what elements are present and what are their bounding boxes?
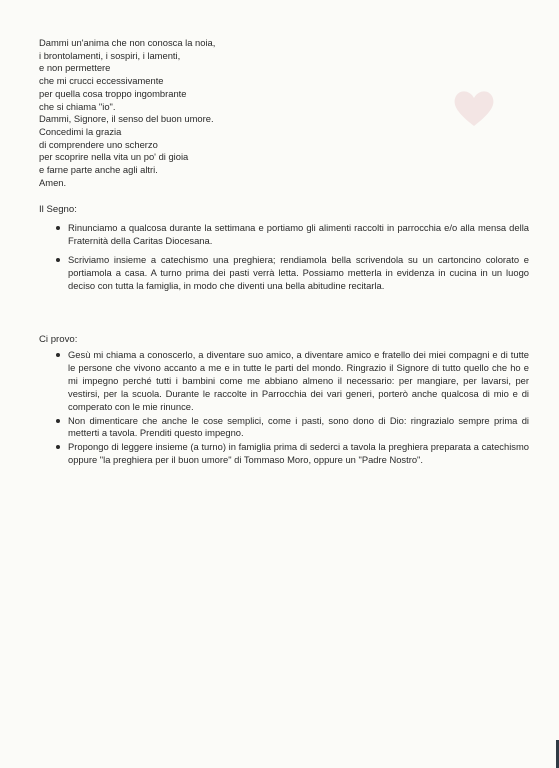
bullet-icon xyxy=(56,258,60,262)
list-item-text: Scriviamo insieme a catechismo una preghiera; rendiamola bella scrivendola su un cartoncino colorato e portiamola a casa. A turno prima dei pasti verrà letta. Possiamo metterla in evidenza in cucina in un luogo deciso con tutta la famiglia, in modo che diventi una bella abitudine recitarla. xyxy=(68,253,529,291)
list-item-text: Rinunciamo a qualcosa durante la settimana e portiamo gli alimenti raccolti in parrocchia e/o alla mensa della Fraternità della Caritas Diocesana. xyxy=(68,222,529,246)
bullet-icon xyxy=(56,419,60,423)
bullet-icon xyxy=(56,353,60,357)
poem-line: Amen. xyxy=(39,176,67,188)
poem-line: Dammi, Signore, il senso del buon umore. xyxy=(39,113,214,125)
heart-icon xyxy=(452,88,496,128)
segno-list xyxy=(39,222,529,293)
list-item xyxy=(39,222,529,248)
list-item xyxy=(39,441,529,467)
list-item-text: Propongo di leggere insieme (a turno) in famiglia prima di sederci a tavola la preghiera preparata a catechismo oppure "la preghiera per il buon umore" di Tommaso Moro, oppure un "Padre Nostro". xyxy=(68,441,529,466)
poem-line: che si chiama "io". xyxy=(39,100,116,112)
list-item-text: Gesù mi chiama a conoscerlo, a diventare suo amico, a diventare amico e fratello dei miei compagni e di tutte le persone che vivono accanto a me e in tutte le parti del mondo. Ringrazio il Signore di tutto quello che ho e mi impegno perché tutti i bambini come me abbiano almeno il necessario: per mangiare, per lavarsi, per vestirsi, per la scuola. Durante le raccolte in Parrocchia dei vari generi, porterò anche qualcosa di mio e di comperato con le mie rinunce. xyxy=(68,349,529,412)
list-item xyxy=(39,254,529,293)
poem-line: Dammi un'anima che non conosca la noia, xyxy=(39,37,216,48)
poem-line: di comprendere uno scherzo xyxy=(39,138,158,150)
poem-line: che mi crucci eccessivamente xyxy=(39,75,164,87)
ciprovo-heading: Ci provo: xyxy=(39,334,78,345)
bullet-icon xyxy=(56,445,60,449)
poem-line: e non permettere xyxy=(39,62,111,74)
poem-line: per scoprire nella vita un po' di gioia xyxy=(39,151,189,163)
poem-line: Concedimi la grazia xyxy=(39,125,122,137)
list-item-text: Non dimenticare che anche le cose semplici, come i pasti, sono dono di Dio: ringrazialo sempre prima di metterti a tavola. Prenditi questo impegno. xyxy=(68,414,529,439)
poem-line: e farne parte anche agli altri. xyxy=(39,164,158,176)
bullet-icon xyxy=(56,226,60,230)
list-item xyxy=(39,415,529,441)
poem-line: i brontolamenti, i sospiri, i lamenti, xyxy=(39,49,181,61)
list-item xyxy=(39,349,529,414)
ciprovo-list xyxy=(39,349,529,467)
poem-block xyxy=(39,37,339,189)
segno-heading: Il Segno: xyxy=(39,204,77,215)
poem-line: per quella cosa troppo ingombrante xyxy=(39,87,187,99)
